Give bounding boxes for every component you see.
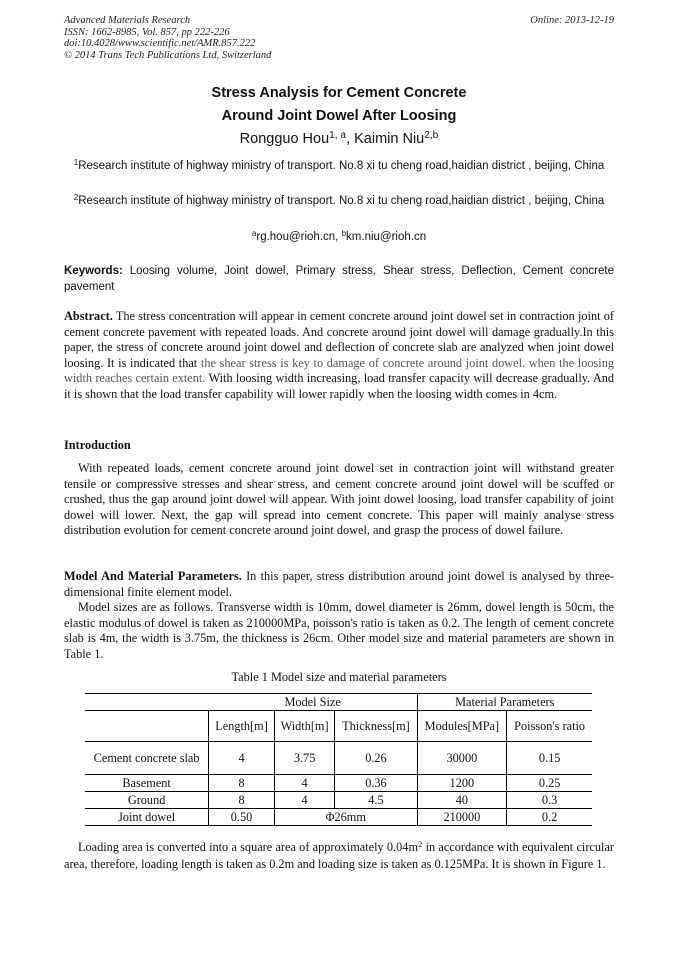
- loading-text: in accordance with equivalent circular area, therefore, loading length is taken as 0.2m and loading size is taken as 0.125MPa. It is shown in Figure 1.: [64, 840, 614, 871]
- affiliation-text: Research institute of highway ministry of transport. No.8 xi tu cheng road,haidian district , beijing, China: [78, 160, 605, 172]
- table-header-width: Width[m]: [274, 711, 335, 742]
- table-cell-layer: Cement concrete slab: [85, 742, 209, 775]
- email-separator: ,: [335, 231, 342, 243]
- loading-paragraph: [64, 840, 614, 872]
- table-cell-thickness: 0.26: [335, 742, 417, 775]
- section-heading-introduction: Introduction: [64, 438, 131, 452]
- paper-title: [0, 82, 678, 128]
- table-caption: Table 1 Model size and material parameters: [231, 670, 447, 684]
- email-link[interactable]: rg.hou@rioh.cn: [256, 231, 336, 243]
- affiliation-text: Research institute of highway ministry of transport. No.8 xi tu cheng road,haidian district , beijing, China: [78, 195, 605, 207]
- email-line: [0, 228, 678, 243]
- table-cell-poisson: 0.15: [507, 742, 592, 775]
- author-list: [0, 131, 678, 147]
- table-header-row: [85, 711, 592, 742]
- table-cell-length: 8: [209, 775, 275, 792]
- table-group-material: Material Parameters: [417, 694, 592, 711]
- table-row: [85, 742, 592, 775]
- table-header-length: Length[m]: [209, 711, 275, 742]
- title-line-1: Stress Analysis for Cement Concrete: [211, 85, 467, 101]
- table-cell-thickness: 0.36: [335, 775, 417, 792]
- table-cell-modulus: 1200: [417, 775, 507, 792]
- table-cell-width: 3.75: [274, 742, 335, 775]
- email-superscript: b: [341, 228, 347, 238]
- abstract-label: Abstract.: [64, 309, 113, 323]
- email-superscript: a: [251, 228, 257, 238]
- email-link[interactable]: km.niu@rioh.cn: [346, 231, 427, 243]
- model-paragraph: [64, 569, 614, 600]
- loading-superscript: 2: [418, 838, 423, 849]
- table-cell-layer: Ground: [85, 792, 209, 809]
- table-header-thickness: Thickness[m]: [335, 711, 417, 742]
- online-date: Online: 2013-12-19: [530, 15, 614, 26]
- table-cell-modulus: 30000: [417, 742, 507, 775]
- table-group-header-row: [85, 694, 592, 711]
- table-cell-poisson: 0.2: [507, 809, 592, 826]
- table-row: [85, 809, 592, 826]
- table-cell-length: 8: [209, 792, 275, 809]
- table-header-modulus: Modules[MPa]: [417, 711, 507, 742]
- table-row: [85, 792, 592, 809]
- table-cell-poisson: 0.25: [507, 775, 592, 792]
- model-size-paragraph: Model sizes are as follows. Transverse width is 10mm, dowel diameter is 26mm, dowel length is 50cm, the elastic modulus of dowel is taken as 210000MPa, poisson's ratio is taken as 0.2. The length of cement concrete slab is 4m, the width is 3.75m, the thickness is 26cm. Other model size and material parameters are shown in Table 1.: [64, 600, 614, 661]
- author-superscript: 2,b: [424, 129, 439, 141]
- abstract-text-highlight: the shear stress is key to damage of concrete around joint dowel. when the loosing width reaches certain extent.: [64, 355, 614, 386]
- model-text: In this paper, stress distribution around joint dowel is analysed by three-dimensional finite element model.: [64, 569, 615, 599]
- copyright-line: © 2014 Trans Tech Publications Ltd, Switzerland: [64, 49, 272, 61]
- table-cell-size: Φ26mm: [274, 809, 417, 826]
- abstract: [64, 309, 614, 403]
- author-name: Rongguo Hou: [239, 131, 330, 147]
- table-cell-layer: Basement: [85, 775, 209, 792]
- affiliation: [64, 193, 614, 210]
- introduction-paragraph: With repeated loads, cement concrete around joint dowel set in contraction joint will withstand greater tensile or compressive stresses and shear stress, and cement concrete around joint dowel will be scuffed or crushed, thus the gap around joint dowel will appear. With joint dowel loosing, load transfer capability of joint dowel will lower. Next, the gap will spread into cement concrete. This paper will mainly analyse stress distribution evolution for cement concrete around joint dowel, and grasp the process of dowel failure.: [64, 461, 614, 538]
- table-group-model-size: Model Size: [209, 694, 417, 711]
- table-header-blank: [85, 711, 209, 742]
- model-section-label: Model And Material Parameters.: [64, 569, 242, 583]
- table-cell-thickness: 4.5: [335, 792, 417, 809]
- keywords: [64, 264, 614, 295]
- table-row: [85, 775, 592, 792]
- journal-name: Advanced Materials Research: [64, 15, 191, 26]
- title-line-2: Around Joint Dowel After Loosing: [221, 108, 457, 124]
- table-cell-length: 0.50: [209, 809, 275, 826]
- table-cell-length: 4: [209, 742, 275, 775]
- abstract-text: The stress concentration will appear in cement concrete around joint dowel set in contraction joint of cement concrete pavement with repeated loads. And concrete around joint dowel will damage gradually.In this paper, the stress of concrete around joint dowel and deflection of concrete slab are analyzed when joint dowel loosing. It is indicated that: [64, 309, 615, 370]
- table-cell-layer: Joint dowel: [85, 809, 209, 826]
- table-corner-cell: [85, 694, 209, 711]
- author-separator: ,: [346, 131, 355, 147]
- author-name: Kaimin Niu: [354, 131, 425, 147]
- loading-text: Loading area is converted into a square area of approximately 0.04m: [78, 840, 419, 854]
- table-header-poisson: Poisson's ratio: [507, 711, 592, 742]
- issn-line: ISSN: 1662-8985, Vol. 857, pp 222-226: [64, 26, 230, 38]
- keywords-text: Loosing volume, Joint dowel, Primary stress, Shear stress, Deflection, Cement concrete pavement: [64, 265, 614, 293]
- affiliation-superscript: 1: [73, 157, 79, 167]
- table-cell-modulus: 210000: [417, 809, 507, 826]
- keywords-label: Keywords:: [64, 265, 123, 277]
- author-superscript: 1, a: [329, 129, 347, 141]
- table-cell-width: 4: [274, 775, 335, 792]
- affiliation: [64, 158, 614, 175]
- table-cell-modulus: 40: [417, 792, 507, 809]
- journal-header: [64, 15, 271, 61]
- table-cell-width: 4: [274, 792, 335, 809]
- table-cell-poisson: 0.3: [507, 792, 592, 809]
- parameters-table: [85, 693, 592, 826]
- abstract-text: With loosing width increasing, load transfer capacity will decrease gradually. And it is shown that the load transfer capability will lower rapidly when the loosing width comes in 4cm.: [64, 371, 614, 401]
- doi-line: doi:10.4028/www.scientific.net/AMR.857.222: [64, 38, 256, 49]
- affiliation-superscript: 2: [73, 192, 79, 202]
